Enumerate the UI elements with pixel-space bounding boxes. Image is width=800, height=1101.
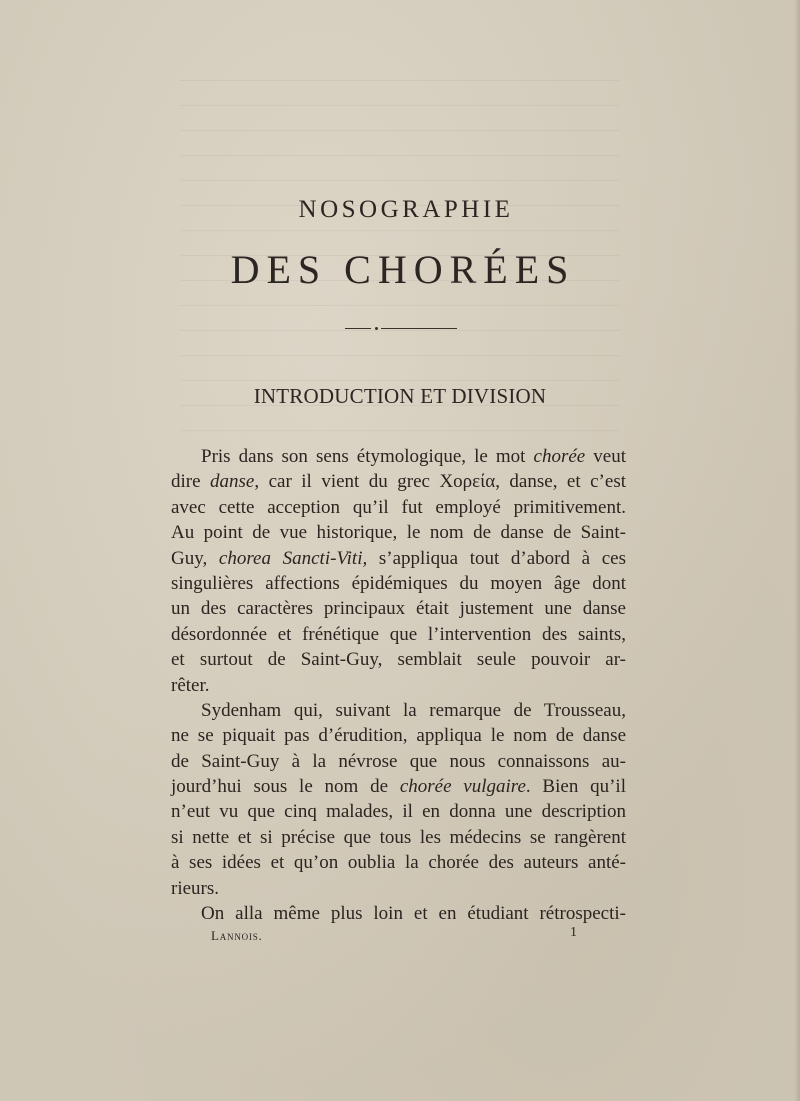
italic-term: chorea Sancti-Viti, xyxy=(218,547,368,569)
text-segment: n’eut vu que cinq malades, il en donna une description xyxy=(171,801,626,823)
text-segment: avec cette acception qu’il fut employé primitivement. xyxy=(171,496,626,518)
text-segment: , car il vient du grec Χορεία, danse, et c’est xyxy=(254,471,626,493)
text-line xyxy=(171,520,626,545)
text-segment: veut xyxy=(585,446,627,467)
text-segment: un des caractères principaux était justement une danse xyxy=(171,598,626,620)
text-line xyxy=(171,546,626,571)
rule-segment-right xyxy=(381,328,457,329)
ornamental-rule xyxy=(345,328,457,330)
text-segment: . Bien qu’il xyxy=(525,776,626,798)
text-line xyxy=(171,749,626,774)
text-line xyxy=(171,495,626,520)
text-segment: si nette et si précise que tous les médecins se rangèrent xyxy=(171,826,626,848)
text-line xyxy=(171,647,626,672)
text-line xyxy=(171,876,626,901)
text-segment: Sydenham qui, suivant la remarque de Trousseau, xyxy=(201,699,626,721)
italic-term: danse xyxy=(210,471,255,493)
text-line xyxy=(171,825,626,850)
text-line xyxy=(171,673,626,698)
text-line xyxy=(171,622,626,647)
text-segment: Pris dans son sens étymologique, le mot xyxy=(201,446,534,467)
text-segment: désordonnée et frénétique que l’intervention des saints, xyxy=(171,623,626,645)
text-line xyxy=(171,698,626,723)
text-segment: ne se piquait pas d’érudition, appliqua le nom de danse xyxy=(171,725,626,747)
text-segment: jourd’hui sous le nom de xyxy=(171,776,400,798)
text-line xyxy=(171,723,626,748)
text-segment: Au point de vue historique, le nom de danse de Saint- xyxy=(171,522,626,544)
text-line xyxy=(171,850,626,875)
text-line xyxy=(171,901,626,926)
text-line xyxy=(171,596,626,621)
text-line xyxy=(171,571,626,596)
title-line-1: NOSOGRAPHIE xyxy=(298,196,514,223)
printer-signature: Lannois. xyxy=(211,928,263,943)
text-line xyxy=(171,444,626,469)
italic-term: chorée xyxy=(533,446,586,467)
body-text xyxy=(171,444,626,926)
rule-ornament-dot xyxy=(375,327,378,330)
text-segment: rieurs. xyxy=(171,877,220,899)
text-segment: de Saint-Guy à la névrose que nous connaissons au- xyxy=(171,750,626,772)
page-number: 1 xyxy=(570,925,577,940)
text-segment: Guy, xyxy=(171,547,219,569)
text-line xyxy=(171,799,626,824)
text-segment: singulières affections épidémiques du moyen âge dont xyxy=(171,572,626,594)
rule-segment-left xyxy=(345,328,371,329)
text-segment: et surtout de Saint-Guy, semblait seule pouvoir ar- xyxy=(171,649,626,671)
text-segment: s’appliqua tout d’abord à ces xyxy=(367,547,627,569)
text-segment: rêter. xyxy=(171,674,210,696)
text-line xyxy=(171,774,626,799)
text-line xyxy=(171,469,626,494)
section-title: INTRODUCTION ET DIVISION xyxy=(253,384,547,408)
text-segment: On alla même plus loin et en étudiant rétrospecti- xyxy=(201,903,626,925)
text-segment: à ses idées et qu’on oublia la chorée des auteurs anté- xyxy=(171,852,626,874)
text-segment: dire xyxy=(171,471,211,493)
italic-term: chorée vulgaire xyxy=(399,776,526,798)
page-edge-shadow xyxy=(794,0,800,1101)
title-line-2: DES CHORÉES xyxy=(230,247,576,292)
